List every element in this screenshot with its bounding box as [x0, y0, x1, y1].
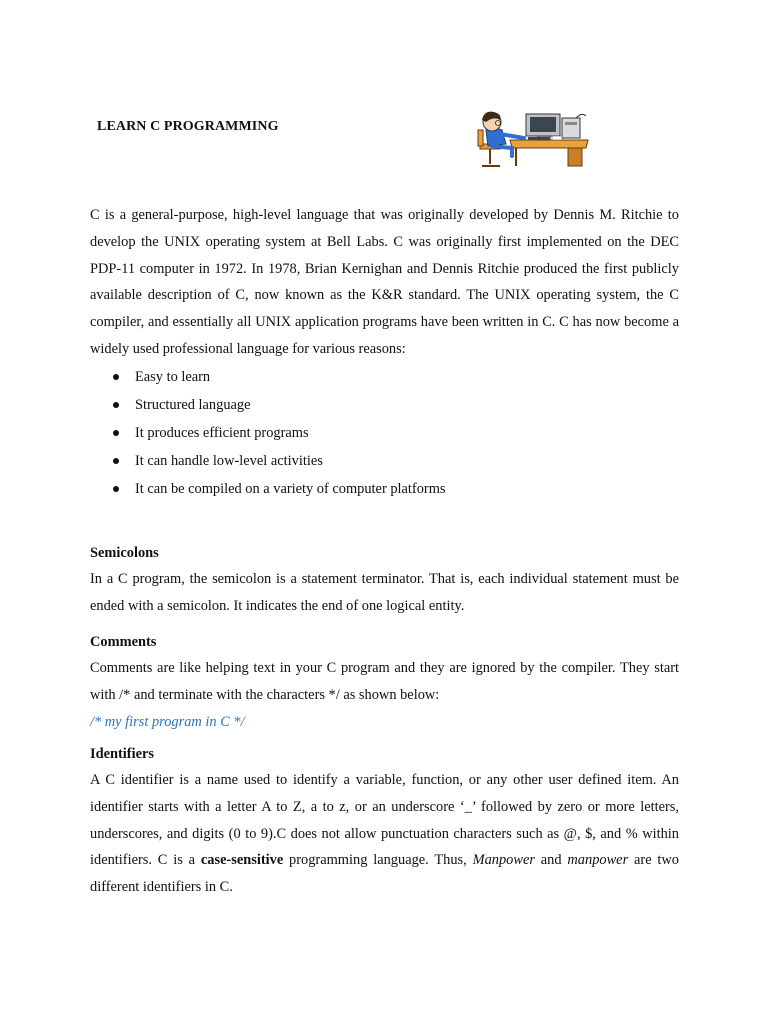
list-item: It can handle low-level activities: [90, 447, 679, 475]
programmer-at-computer-clipart: [472, 108, 590, 170]
bullet-icon: [113, 402, 119, 408]
intro-paragraph: C is a general-purpose, high-level language that was originally developed by Dennis M. Ritchie to develop the UNIX operating system at Bell Labs. C was originally first implemented on the DEC PDP-11 computer in 1972. In 1978, Brian Kernighan and Dennis Ritchie produced the first publicly available description of C, now known as the K&R standard. The UNIX operating system, the C compiler, and essentially all UNIX application programs have been written in C. C has now become a widely used professional language for various reasons:: [90, 207, 679, 357]
identifiers-heading: Identifiers: [90, 745, 154, 762]
identifier-example-manpower-lower: manpower: [567, 852, 629, 869]
comments-heading: Comments: [90, 634, 157, 651]
document-body: [90, 202, 679, 901]
list-item: Easy to learn: [90, 363, 679, 391]
list-item: It produces efficient programs: [90, 419, 679, 447]
bullet-icon: [113, 458, 119, 464]
page-title: LEARN C PROGRAMMING: [97, 119, 279, 134]
case-sensitive-term: case-sensitive: [200, 852, 284, 869]
comment-code-example: /* my first program in C */: [90, 713, 245, 730]
reasons-list: [90, 363, 679, 503]
bullet-icon: [113, 374, 119, 380]
bullet-icon: [113, 486, 119, 492]
list-item: Structured language: [90, 391, 679, 419]
comments-paragraph: Comments are like helping text in your C program and they are ignored by the compiler. They start with /* and terminate with the characters */ as shown below:: [90, 660, 679, 704]
identifiers-paragraph: A C identifier is a name used to identify a variable, function, or any other user defined item. An identifier starts with a letter A to Z, a to z, or an underscore ‘_’ followed by zero or more letters, underscores, and digits (0 to 9).C does not allow punctuation characters such as @, $, and % within identifiers. C is a case-sensitive programming language. Thus, Manpower and manpower are two different identifiers in C.: [90, 771, 680, 896]
semicolons-heading: Semicolons: [90, 544, 159, 561]
identifier-example-manpower-upper: Manpower: [472, 852, 535, 869]
list-item: It can be compiled on a variety of computer platforms: [90, 475, 679, 503]
semicolons-paragraph: In a C program, the semicolon is a statement terminator. That is, each individual statement must be ended with a semicolon. It indicates the end of one logical entity.: [90, 570, 679, 614]
bullet-icon: [113, 430, 119, 436]
